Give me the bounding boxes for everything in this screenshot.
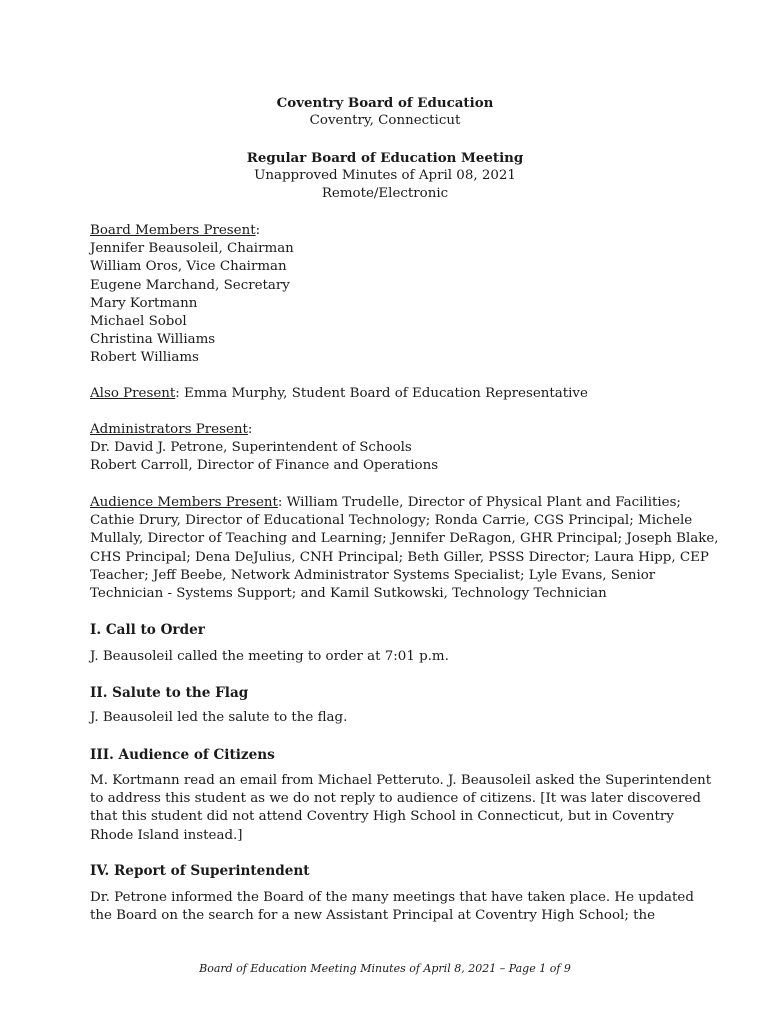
- audience-line: Teacher; Jeff Beebe, Network Administrator Systems Specialist; Lyle Evans, Senior: [90, 567, 656, 583]
- administrators: [90, 421, 690, 476]
- document-header: [0, 94, 770, 130]
- org-title: Coventry Board of Education: [276, 95, 494, 111]
- section-salute: [90, 684, 690, 702]
- section-text: J. Beausoleil called the meeting to order at 7:01 p.m.: [90, 649, 449, 664]
- section-superintendent: [90, 862, 690, 880]
- meeting-format: Remote/Electronic: [321, 186, 449, 202]
- minutes-date: Unapproved Minutes of April 08, 2021: [254, 168, 516, 184]
- section-audience-citizens: [90, 746, 690, 764]
- section-heading: I. Call to Order: [90, 622, 205, 638]
- audience-label: Audience Members Present: [90, 495, 278, 510]
- administrators-label: Administrators Present: [90, 422, 248, 437]
- board-member: Mary Kortmann: [90, 295, 198, 311]
- audience-line: Technician - Systems Support; and Kamil Sutkowski, Technology Technician: [90, 586, 607, 602]
- section-text: M. Kortmann read an email from Michael Petteruto. J. Beausoleil asked the Superintendent: [90, 773, 712, 788]
- board-member: William Oros, Vice Chairman: [90, 259, 287, 275]
- audience-line: CHS Principal; Dena DeJulius, CNH Principal; Beth Giller, PSSS Director; Laura Hipp, CEP: [90, 549, 709, 565]
- audience-members: [90, 494, 719, 603]
- also-present-text: : Emma Murphy, Student Board of Education Representative: [175, 386, 588, 401]
- section-body: [90, 772, 712, 845]
- section-heading: III. Audience of Citizens: [90, 747, 275, 763]
- board-member: Jennifer Beausoleil, Chairman: [90, 241, 294, 257]
- section-heading: IV. Report of Superintendent: [90, 863, 310, 879]
- audience-line: Mullaly, Director of Teaching and Learning; Jennifer DeRagon, GHR Principal; Joseph Blake,: [90, 531, 719, 547]
- section-body: [90, 648, 690, 666]
- section-body: [90, 889, 694, 925]
- meeting-header: [0, 149, 770, 204]
- section-body: [90, 709, 690, 727]
- also-present: [90, 385, 690, 403]
- audience-line: Cathie Drury, Director of Educational Technology; Ronda Carrie, CGS Principal; Michele: [90, 513, 693, 529]
- audience-line: [90, 494, 690, 512]
- org-location: Coventry, Connecticut: [309, 113, 461, 129]
- board-member: Eugene Marchand, Secretary: [90, 277, 290, 293]
- also-present-label: Also Present: [90, 386, 176, 401]
- board-members-label: Board Members Present: [90, 223, 256, 238]
- page-footer: Board of Education Meeting Minutes of April 8, 2021 – Page 1 of 9: [199, 962, 571, 975]
- board-members-heading: [90, 222, 690, 240]
- also-present-line: [90, 385, 690, 403]
- board-members-colon: :: [255, 223, 261, 238]
- administrators-heading: [90, 421, 690, 439]
- board-members: [90, 222, 690, 368]
- board-member: Robert Williams: [90, 350, 199, 366]
- section-text: J. Beausoleil led the salute to the flag.: [90, 710, 348, 725]
- administrators-colon: :: [247, 422, 253, 437]
- section-text: Rhode Island instead.]: [90, 827, 243, 843]
- board-member: Christina Williams: [90, 332, 216, 348]
- section-text: the Board on the search for a new Assistant Principal at Coventry High School; the: [90, 908, 656, 924]
- section-heading: II. Salute to the Flag: [90, 685, 249, 701]
- meeting-title: Regular Board of Education Meeting: [246, 150, 524, 166]
- administrator: Robert Carroll, Director of Finance and Operations: [90, 458, 439, 474]
- board-member: Michael Sobol: [90, 314, 187, 330]
- administrator: Dr. David J. Petrone, Superintendent of Schools: [90, 440, 412, 456]
- section-text: Dr. Petrone informed the Board of the many meetings that have taken place. He updated: [90, 890, 694, 905]
- audience-text: : William Trudelle, Director of Physical Plant and Facilities;: [277, 495, 681, 510]
- section-text: to address this student as we do not reply to audience of citizens. [It was later discovered: [90, 791, 701, 807]
- section-call-to-order: [90, 621, 690, 639]
- section-text: that this student did not attend Coventry High School in Connecticut, but in Coventry: [90, 809, 674, 825]
